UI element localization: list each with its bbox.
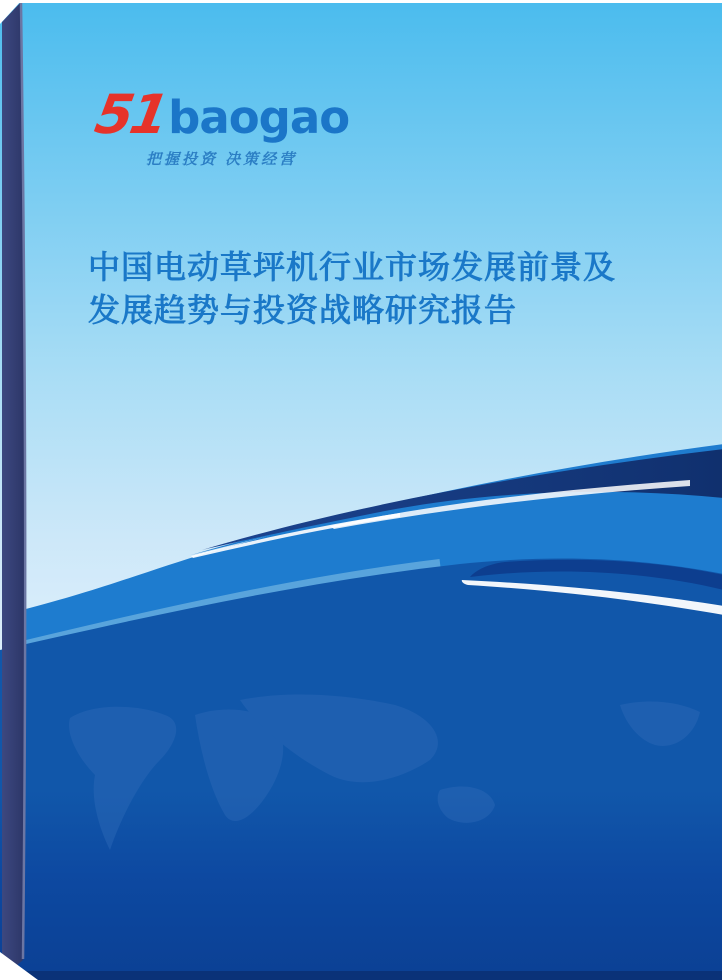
logo-tagline: 把握投资 决策经营 (146, 151, 298, 168)
logo-wordmark (90, 83, 350, 146)
report-title-line2: 发展趋势与投资战略研究报告 (88, 292, 518, 328)
book-spine (2, 2, 26, 978)
logo-51-mark: 51 (90, 83, 171, 146)
logo (90, 83, 350, 169)
footer-strip (0, 971, 724, 980)
report-title-line1: 中国电动草坪机行业市场发展前景及 (88, 249, 617, 285)
logo-name-text: baogao (168, 91, 350, 144)
report-title (88, 246, 688, 332)
